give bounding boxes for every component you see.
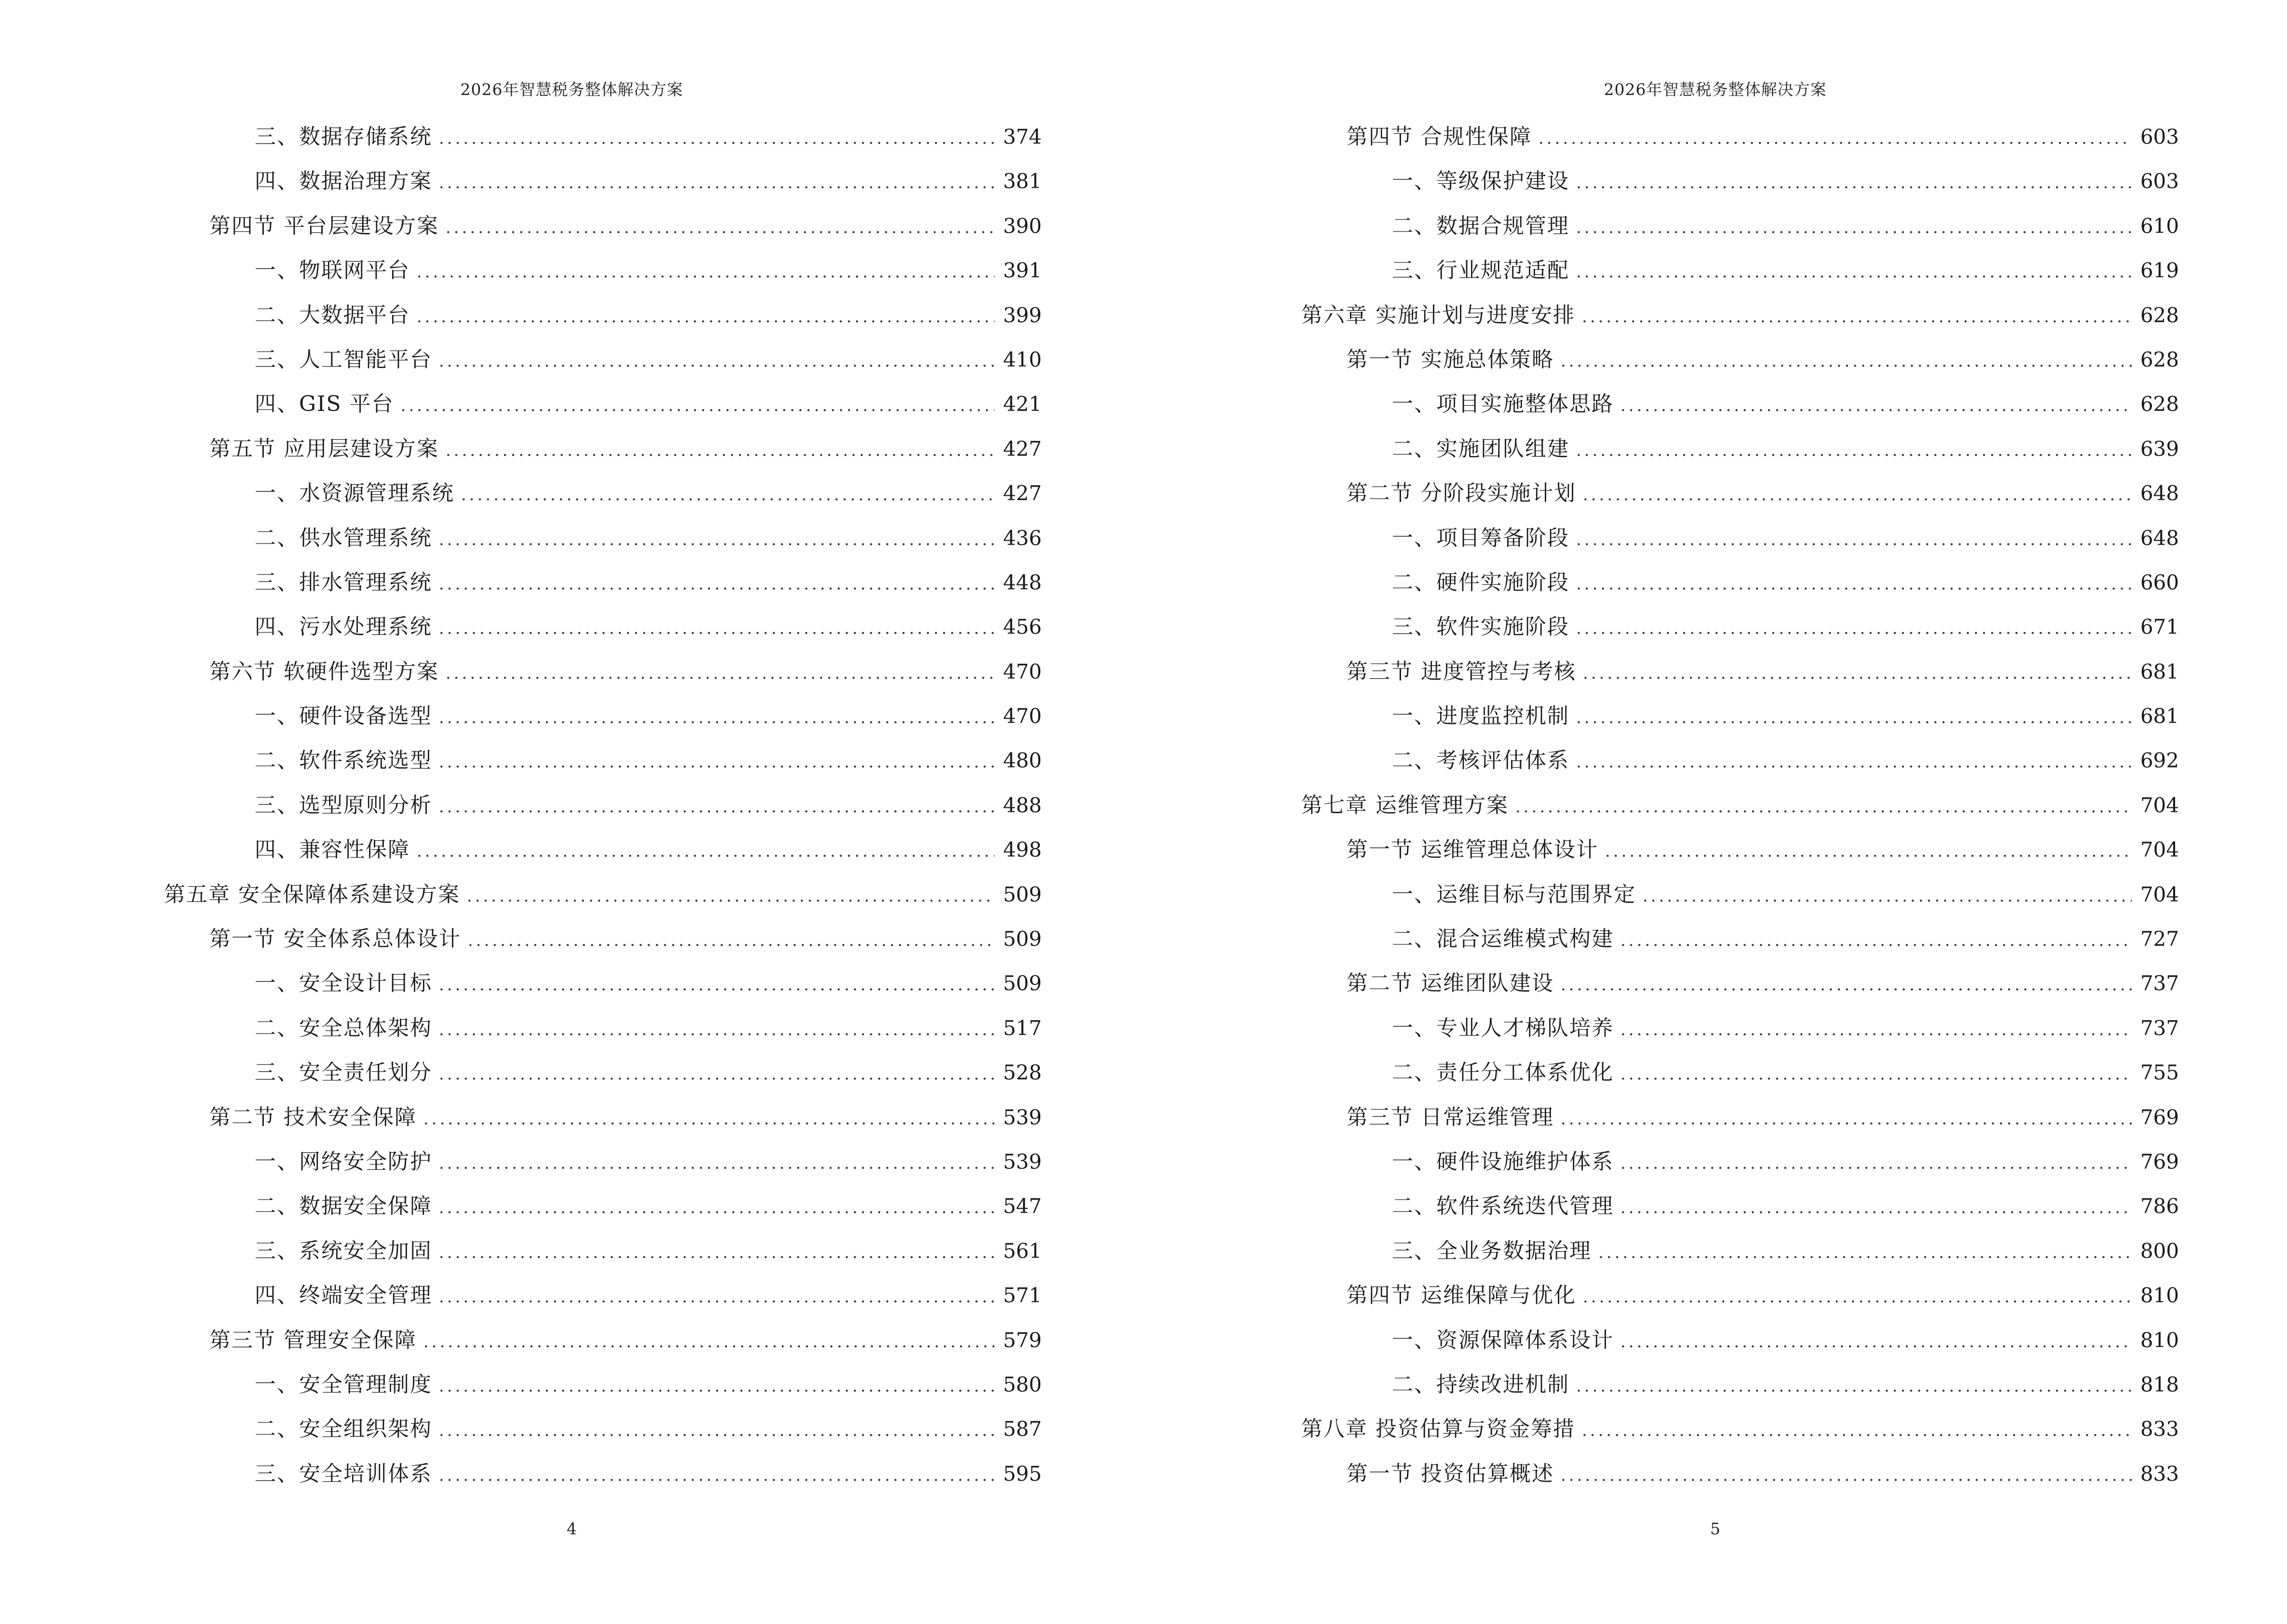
toc-entry-page: 488 — [1003, 793, 1042, 817]
running-header: 2026年智慧税务整体解决方案 — [460, 80, 683, 99]
toc-dot-leader — [1582, 1408, 2132, 1453]
toc-dot-leader — [1643, 874, 2132, 918]
toc-entry-title: 第一节 实施总体策略 — [1347, 347, 1554, 372]
toc-entry-page: 421 — [1003, 392, 1042, 416]
toc-entry[interactable] — [164, 248, 1042, 293]
toc-entry-title: 二、实施团队组建 — [1392, 436, 1569, 461]
toc-entry-title: 一、安全设计目标 — [255, 971, 432, 996]
toc-entry-page: 704 — [2140, 793, 2179, 817]
toc-dot-leader — [1605, 829, 2132, 873]
toc-entry-page: 470 — [1003, 704, 1042, 728]
toc-entry-title: 二、硬件实施阶段 — [1392, 570, 1569, 595]
toc-dot-leader — [1576, 606, 2132, 651]
toc-entry-page: 561 — [1003, 1239, 1042, 1263]
toc-entry-page: 786 — [2140, 1194, 2179, 1218]
toc-dot-leader — [1620, 1141, 2132, 1186]
toc-dot-leader — [439, 963, 994, 1007]
toc-entry-page: 800 — [2140, 1239, 2179, 1263]
toc-entry-page: 381 — [1003, 169, 1042, 193]
toc-entry-title: 二、软件系统选型 — [255, 748, 432, 773]
toc-entry-title: 二、大数据平台 — [255, 302, 410, 328]
toc-entry[interactable] — [164, 159, 1042, 204]
toc-entry[interactable] — [1301, 115, 2179, 159]
toc-dot-leader — [439, 1275, 994, 1319]
toc-entry[interactable] — [164, 1318, 1042, 1363]
toc-dot-leader — [423, 1320, 994, 1364]
toc-entry-title: 二、软件系统迭代管理 — [1392, 1194, 1614, 1219]
toc-dot-leader — [439, 1052, 994, 1096]
toc-entry-page: 528 — [1003, 1061, 1042, 1085]
toc-entry[interactable] — [164, 115, 1042, 159]
toc-entry-page: 603 — [2140, 125, 2179, 149]
toc-dot-leader — [1620, 918, 2132, 963]
toc-entry[interactable] — [1301, 1184, 2179, 1228]
toc-entry[interactable] — [164, 1363, 1042, 1407]
toc-entry-title: 一、硬件设备选型 — [255, 704, 432, 729]
toc-entry-title: 第四节 运维保障与优化 — [1347, 1283, 1576, 1308]
toc-dot-leader — [1620, 383, 2132, 428]
toc-entry-page: 769 — [2140, 1105, 2179, 1129]
toc-entry-title: 四、兼容性保障 — [255, 837, 410, 862]
toc-entry[interactable] — [1301, 1363, 2179, 1407]
toc-entry-page: 628 — [2140, 392, 2179, 416]
toc-entry-title: 一、进度监控机制 — [1392, 704, 1569, 729]
toc-entry-page: 704 — [2140, 838, 2179, 862]
toc-dot-leader — [1576, 696, 2132, 740]
toc-entry-title: 一、等级保护建设 — [1392, 169, 1569, 194]
toc-entry[interactable] — [1301, 917, 2179, 961]
toc-dot-leader — [1576, 205, 2132, 250]
toc-entry-title: 三、排水管理系统 — [255, 570, 432, 595]
toc-entry[interactable] — [1301, 338, 2179, 382]
toc-entry-page: 704 — [2140, 882, 2179, 906]
toc-dot-leader — [439, 116, 994, 161]
toc-entry-title: 第二节 运维团队建设 — [1347, 971, 1554, 996]
toc-entry[interactable] — [1301, 516, 2179, 560]
toc-dot-leader — [1620, 1320, 2132, 1364]
toc-dot-leader — [439, 339, 994, 383]
toc-dot-leader — [439, 1141, 994, 1186]
toc-entry-title: 二、持续改进机制 — [1392, 1372, 1569, 1397]
toc-entry-title: 第七章 运维管理方案 — [1301, 792, 1509, 818]
toc-entry-page: 818 — [2140, 1372, 2179, 1396]
toc-dot-leader — [1515, 785, 2132, 829]
toc-entry-page: 509 — [1003, 971, 1042, 996]
toc-entry-page: 692 — [2140, 749, 2179, 773]
toc-entry-title: 第六章 实施计划与进度安排 — [1301, 302, 1575, 328]
toc-entry-title: 第四节 平台层建设方案 — [209, 213, 439, 238]
toc-entry-page: 810 — [2140, 1283, 2179, 1308]
toc-entry[interactable] — [164, 738, 1042, 783]
toc-dot-leader — [1576, 740, 2132, 784]
toc-entry[interactable] — [1301, 873, 2179, 917]
toc-entry-page: 603 — [2140, 169, 2179, 193]
toc-dot-leader — [1576, 518, 2132, 562]
toc-entry-page: 580 — [1003, 1372, 1042, 1396]
toc-entry-title: 一、项目实施整体思路 — [1392, 392, 1614, 417]
toc-entry-page: 539 — [1003, 1105, 1042, 1129]
toc-dot-leader — [423, 1097, 994, 1141]
toc-dot-leader — [446, 651, 994, 696]
toc-dot-leader — [1620, 1052, 2132, 1096]
toc-entry[interactable] — [164, 1229, 1042, 1273]
toc-dot-leader — [439, 785, 994, 829]
toc-entry[interactable] — [164, 471, 1042, 516]
toc-entry[interactable] — [164, 828, 1042, 872]
toc-entry-title: 第六节 软硬件选型方案 — [209, 659, 439, 684]
toc-entry-page: 660 — [2140, 570, 2179, 594]
toc-entry-page: 509 — [1003, 882, 1042, 906]
toc-dot-leader — [1620, 1008, 2132, 1052]
toc-dot-leader — [1583, 1275, 2132, 1319]
toc-entry[interactable] — [164, 1407, 1042, 1451]
toc-entry-page: 628 — [2140, 303, 2179, 327]
toc-dot-leader — [446, 205, 994, 250]
toc-entry-title: 二、责任分工体系优化 — [1392, 1060, 1614, 1085]
toc-dot-leader — [439, 606, 994, 651]
toc-dot-leader — [446, 428, 994, 473]
toc-dot-leader — [417, 295, 994, 339]
toc-dot-leader — [439, 1186, 994, 1230]
toc-dot-leader — [439, 161, 994, 205]
toc-entry-page: 833 — [2140, 1417, 2179, 1441]
toc-entry-title: 三、选型原则分析 — [255, 792, 432, 818]
toc-dot-leader — [439, 1364, 994, 1408]
toc-entry-page: 619 — [2140, 259, 2179, 283]
toc-entry-title: 第三节 管理安全保障 — [209, 1327, 417, 1352]
toc-entry-title: 四、终端安全管理 — [255, 1283, 432, 1308]
toc-entry-title: 三、安全责任划分 — [255, 1060, 432, 1085]
toc-entry[interactable] — [164, 1273, 1042, 1318]
toc-entry-title: 二、数据合规管理 — [1392, 213, 1569, 238]
toc-dot-leader — [1598, 1230, 2132, 1275]
toc-entry-page: 737 — [2140, 1016, 2179, 1040]
toc-entry-title: 三、行业规范适配 — [1392, 258, 1569, 283]
toc-entry-page: 410 — [1003, 347, 1042, 371]
toc-entry-page: 681 — [2140, 659, 2179, 683]
toc-entry-title: 第四节 合规性保障 — [1347, 124, 1532, 149]
toc-entry-title: 三、系统安全加固 — [255, 1238, 432, 1263]
toc-entry[interactable] — [164, 650, 1042, 694]
toc-entry-page: 427 — [1003, 481, 1042, 505]
toc-entry-title: 二、安全组织架构 — [255, 1417, 432, 1442]
toc-entry-title: 第一节 投资估算概述 — [1347, 1461, 1554, 1486]
toc-entry-title: 第二节 技术安全保障 — [209, 1105, 417, 1130]
toc-entry-title: 一、网络安全防护 — [255, 1149, 432, 1174]
toc-entry-page: 391 — [1003, 259, 1042, 283]
toc-dot-leader — [1561, 963, 2132, 1007]
toc-entry[interactable] — [1301, 1229, 2179, 1273]
toc-entry-page: 436 — [1003, 526, 1042, 550]
document-page-right — [1144, 0, 2287, 1624]
toc-entry[interactable] — [1301, 1452, 2179, 1496]
table-of-contents — [164, 115, 1042, 1496]
toc-entry-page: 480 — [1003, 749, 1042, 773]
toc-dot-leader — [417, 829, 994, 873]
toc-entry[interactable] — [1301, 382, 2179, 426]
toc-entry-page: 399 — [1003, 303, 1042, 327]
toc-entry-title: 一、硬件设施维护体系 — [1392, 1149, 1614, 1174]
toc-entry-title: 一、运维目标与范围界定 — [1392, 882, 1636, 907]
toc-entry[interactable] — [164, 1452, 1042, 1496]
toc-entry[interactable] — [1301, 605, 2179, 649]
toc-dot-leader — [1561, 1097, 2132, 1141]
toc-entry[interactable] — [1301, 248, 2179, 293]
toc-entry-page: 639 — [2140, 437, 2179, 461]
toc-entry-page: 539 — [1003, 1149, 1042, 1174]
toc-dot-leader — [1576, 250, 2132, 294]
toc-entry-page: 671 — [2140, 615, 2179, 639]
toc-entry-title: 第八章 投资估算与资金筹措 — [1301, 1417, 1575, 1442]
toc-dot-leader — [439, 1453, 994, 1498]
toc-entry-page: 755 — [2140, 1061, 2179, 1085]
toc-dot-leader — [1576, 1364, 2132, 1408]
toc-entry-page: 427 — [1003, 437, 1042, 461]
toc-entry-page: 628 — [2140, 347, 2179, 371]
toc-entry-page: 737 — [2140, 971, 2179, 996]
toc-dot-leader — [468, 918, 994, 963]
toc-entry-page: 448 — [1003, 570, 1042, 594]
toc-entry-title: 二、混合运维模式构建 — [1392, 927, 1614, 952]
toc-entry-page: 595 — [1003, 1461, 1042, 1486]
toc-entry[interactable] — [1301, 427, 2179, 471]
toc-dot-leader — [439, 518, 994, 562]
toc-entry-title: 第三节 进度管控与考核 — [1347, 659, 1576, 684]
toc-entry-page: 509 — [1003, 927, 1042, 951]
toc-entry[interactable] — [164, 605, 1042, 649]
toc-entry-title: 三、软件实施阶段 — [1392, 614, 1569, 640]
toc-entry-title: 三、全业务数据治理 — [1392, 1238, 1592, 1263]
toc-dot-leader — [1576, 428, 2132, 473]
toc-entry-page: 517 — [1003, 1016, 1042, 1040]
toc-dot-leader — [401, 383, 994, 428]
toc-dot-leader — [439, 1408, 994, 1453]
toc-entry-page: 456 — [1003, 615, 1042, 639]
toc-entry[interactable] — [1301, 471, 2179, 516]
toc-entry[interactable] — [1301, 961, 2179, 1006]
toc-entry[interactable] — [1301, 694, 2179, 738]
toc-entry[interactable] — [1301, 828, 2179, 872]
toc-entry[interactable] — [164, 1006, 1042, 1051]
toc-entry-page: 587 — [1003, 1417, 1042, 1441]
toc-entry[interactable] — [164, 204, 1042, 248]
toc-entry[interactable] — [1301, 1407, 2179, 1451]
running-header: 2026年智慧税务整体解决方案 — [1604, 80, 1827, 99]
toc-entry-page: 833 — [2140, 1461, 2179, 1486]
toc-entry[interactable] — [164, 516, 1042, 560]
toc-entry-title: 三、安全培训体系 — [255, 1461, 432, 1486]
toc-entry-title: 二、安全总体架构 — [255, 1015, 432, 1040]
toc-entry[interactable] — [164, 961, 1042, 1006]
toc-dot-leader — [439, 1008, 994, 1052]
toc-dot-leader — [439, 562, 994, 606]
toc-dot-leader — [1561, 339, 2132, 383]
toc-entry-page: 579 — [1003, 1328, 1042, 1352]
page-number: 5 — [1710, 1519, 1720, 1538]
toc-entry[interactable] — [164, 917, 1042, 961]
toc-entry-title: 一、水资源管理系统 — [255, 481, 454, 506]
toc-dot-leader — [1576, 161, 2132, 205]
toc-entry-title: 四、GIS 平台 — [255, 392, 394, 417]
toc-entry[interactable] — [1301, 1051, 2179, 1095]
toc-entry-title: 一、资源保障体系设计 — [1392, 1327, 1614, 1352]
toc-entry-title: 第一节 安全体系总体设计 — [209, 927, 461, 952]
toc-entry-title: 二、考核评估体系 — [1392, 748, 1569, 773]
toc-entry[interactable] — [164, 873, 1042, 917]
toc-entry-title: 四、数据治理方案 — [255, 169, 432, 194]
toc-entry-page: 390 — [1003, 214, 1042, 238]
toc-entry-title: 第一节 运维管理总体设计 — [1347, 837, 1598, 862]
toc-entry-page: 547 — [1003, 1194, 1042, 1218]
toc-entry[interactable] — [1301, 1140, 2179, 1184]
toc-entry[interactable] — [1301, 560, 2179, 605]
toc-dot-leader — [439, 1230, 994, 1275]
toc-entry-page: 498 — [1003, 838, 1042, 862]
toc-entry[interactable] — [1301, 1006, 2179, 1051]
table-of-contents — [1301, 115, 2179, 1496]
toc-entry-page: 648 — [2140, 481, 2179, 505]
toc-dot-leader — [467, 874, 994, 918]
toc-entry-page: 374 — [1003, 125, 1042, 149]
toc-entry[interactable] — [164, 783, 1042, 828]
toc-entry-title: 一、专业人才梯队培养 — [1392, 1015, 1614, 1040]
toc-entry-title: 第三节 日常运维管理 — [1347, 1105, 1554, 1130]
toc-entry[interactable] — [164, 427, 1042, 471]
toc-entry-page: 810 — [2140, 1328, 2179, 1352]
toc-entry[interactable] — [1301, 204, 2179, 248]
toc-dot-leader — [1538, 116, 2132, 161]
toc-entry-title: 第五节 应用层建设方案 — [209, 436, 439, 461]
toc-entry-title: 一、安全管理制度 — [255, 1372, 432, 1397]
toc-entry-title: 第五章 安全保障体系建设方案 — [164, 882, 460, 907]
toc-entry[interactable] — [1301, 738, 2179, 783]
toc-dot-leader — [1561, 1453, 2132, 1498]
toc-entry[interactable] — [1301, 1318, 2179, 1363]
toc-entry-page: 681 — [2140, 704, 2179, 728]
toc-dot-leader — [1583, 473, 2132, 517]
toc-entry[interactable] — [164, 293, 1042, 338]
toc-entry-page: 470 — [1003, 659, 1042, 683]
toc-entry-page: 769 — [2140, 1149, 2179, 1174]
toc-dot-leader — [461, 473, 994, 517]
toc-entry-title: 第二节 分阶段实施计划 — [1347, 481, 1576, 506]
toc-entry[interactable] — [1301, 1095, 2179, 1140]
toc-dot-leader — [1620, 1186, 2132, 1230]
toc-entry-title: 一、项目筹备阶段 — [1392, 525, 1569, 550]
toc-entry-title: 三、人工智能平台 — [255, 347, 432, 372]
toc-entry-page: 571 — [1003, 1283, 1042, 1308]
toc-dot-leader — [1582, 295, 2132, 339]
toc-entry[interactable] — [164, 694, 1042, 738]
toc-entry[interactable] — [1301, 650, 2179, 694]
toc-entry-page: 648 — [2140, 526, 2179, 550]
toc-entry[interactable] — [164, 1140, 1042, 1184]
toc-entry[interactable] — [164, 1051, 1042, 1095]
toc-entry-page: 610 — [2140, 214, 2179, 238]
toc-entry-title: 一、物联网平台 — [255, 258, 410, 283]
toc-entry[interactable] — [164, 1095, 1042, 1140]
toc-dot-leader — [439, 696, 994, 740]
toc-dot-leader — [417, 250, 994, 294]
page-number: 4 — [567, 1519, 577, 1538]
toc-entry[interactable] — [1301, 159, 2179, 204]
toc-entry[interactable] — [164, 560, 1042, 605]
toc-entry[interactable] — [1301, 783, 2179, 828]
toc-dot-leader — [439, 740, 994, 784]
toc-entry-title: 四、污水处理系统 — [255, 614, 432, 640]
toc-entry[interactable] — [164, 1184, 1042, 1228]
toc-entry[interactable] — [1301, 293, 2179, 338]
toc-entry-title: 二、数据安全保障 — [255, 1194, 432, 1219]
toc-entry-title: 三、数据存储系统 — [255, 124, 432, 149]
toc-entry[interactable] — [164, 338, 1042, 382]
toc-dot-leader — [1576, 562, 2132, 606]
toc-entry[interactable] — [1301, 1273, 2179, 1318]
toc-dot-leader — [1583, 651, 2132, 696]
toc-entry-page: 727 — [2140, 927, 2179, 951]
toc-entry[interactable] — [164, 382, 1042, 426]
toc-entry-title: 二、供水管理系统 — [255, 525, 432, 550]
